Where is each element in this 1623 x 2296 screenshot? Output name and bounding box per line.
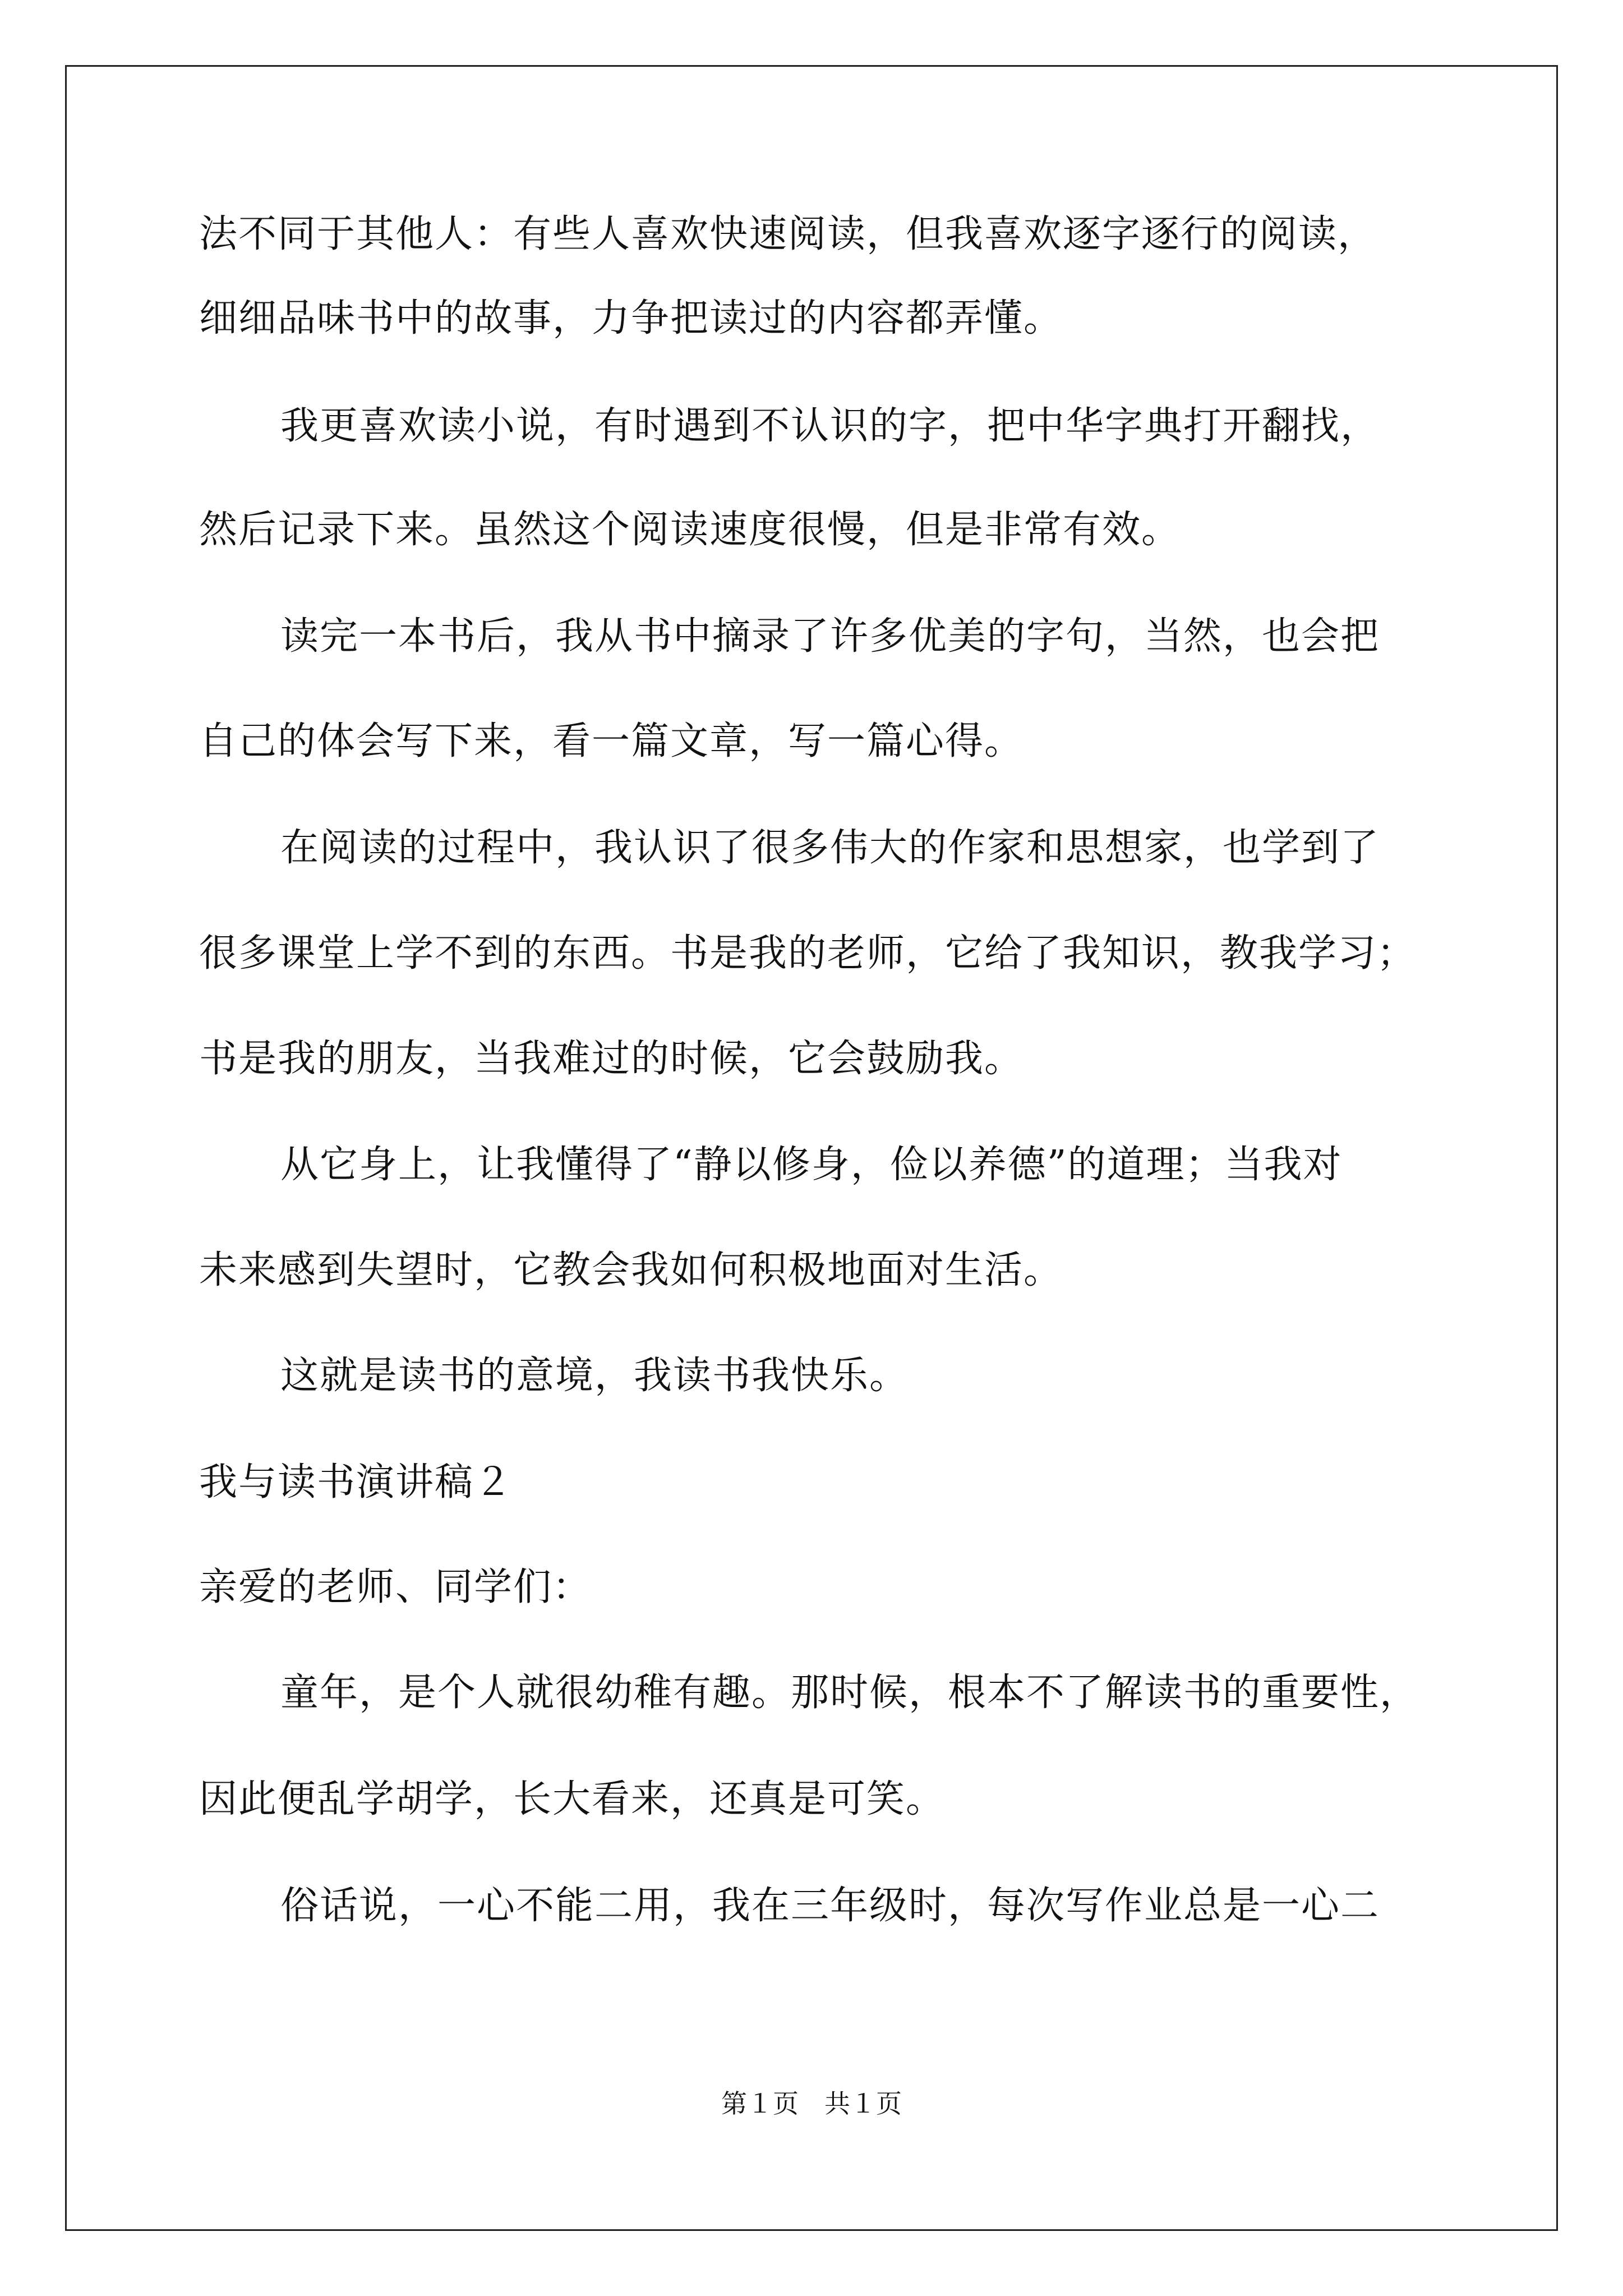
salutation: 亲爱的老师、同学们： [199, 1565, 592, 1609]
section-heading: 我与读书演讲稿２ [199, 1460, 514, 1504]
text-line: 俗话说，一心不能二用，我在三年级时，每次写作业总是一心二 [280, 1884, 1380, 1928]
text-line: 然后记录下来。虽然这个阅读速度很慢，但是非常有效。 [199, 508, 1181, 552]
text-line: 童年，是个人就很幼稚有趣。那时候，根本不了解读书的重要性， [280, 1671, 1419, 1715]
text-line: 因此便乱学胡学，长大看来，还真是可笑。 [199, 1777, 946, 1821]
text-line: 从它身上，让我懂得了“静以修身，俭以养德”的道理；当我对 [280, 1143, 1343, 1187]
text-line: 书是我的朋友，当我难过的时候，它会鼓励我。 [199, 1037, 1024, 1081]
text-line: 读完一本书后，我从书中摘录了许多优美的字句，当然，也会把 [280, 614, 1380, 659]
text-line: 我更喜欢读小说，有时遇到不认识的字，把中华字典打开翻找， [280, 404, 1380, 448]
text-line: 在阅读的过程中，我认识了很多伟大的作家和思想家，也学到了 [280, 826, 1380, 870]
text-line: 自己的体会写下来，看一篇文章，写一篇心得。 [199, 719, 1024, 763]
text-line: 未来感到失望时，它教会我如何积极地面对生活。 [199, 1248, 1063, 1292]
text-line: 很多课堂上学不到的东西。书是我的老师，它给了我知识，教我学习； [199, 931, 1417, 976]
text-line: 这就是读书的意境，我读书我快乐。 [280, 1354, 909, 1398]
text-line: 细细品味书中的故事，力争把读过的内容都弄懂。 [199, 296, 1063, 341]
page-number: 第１页 共１页 [721, 2088, 902, 2119]
text-line: 法不同于其他人：有些人喜欢快速阅读，但我喜欢逐字逐行的阅读， [199, 212, 1377, 256]
